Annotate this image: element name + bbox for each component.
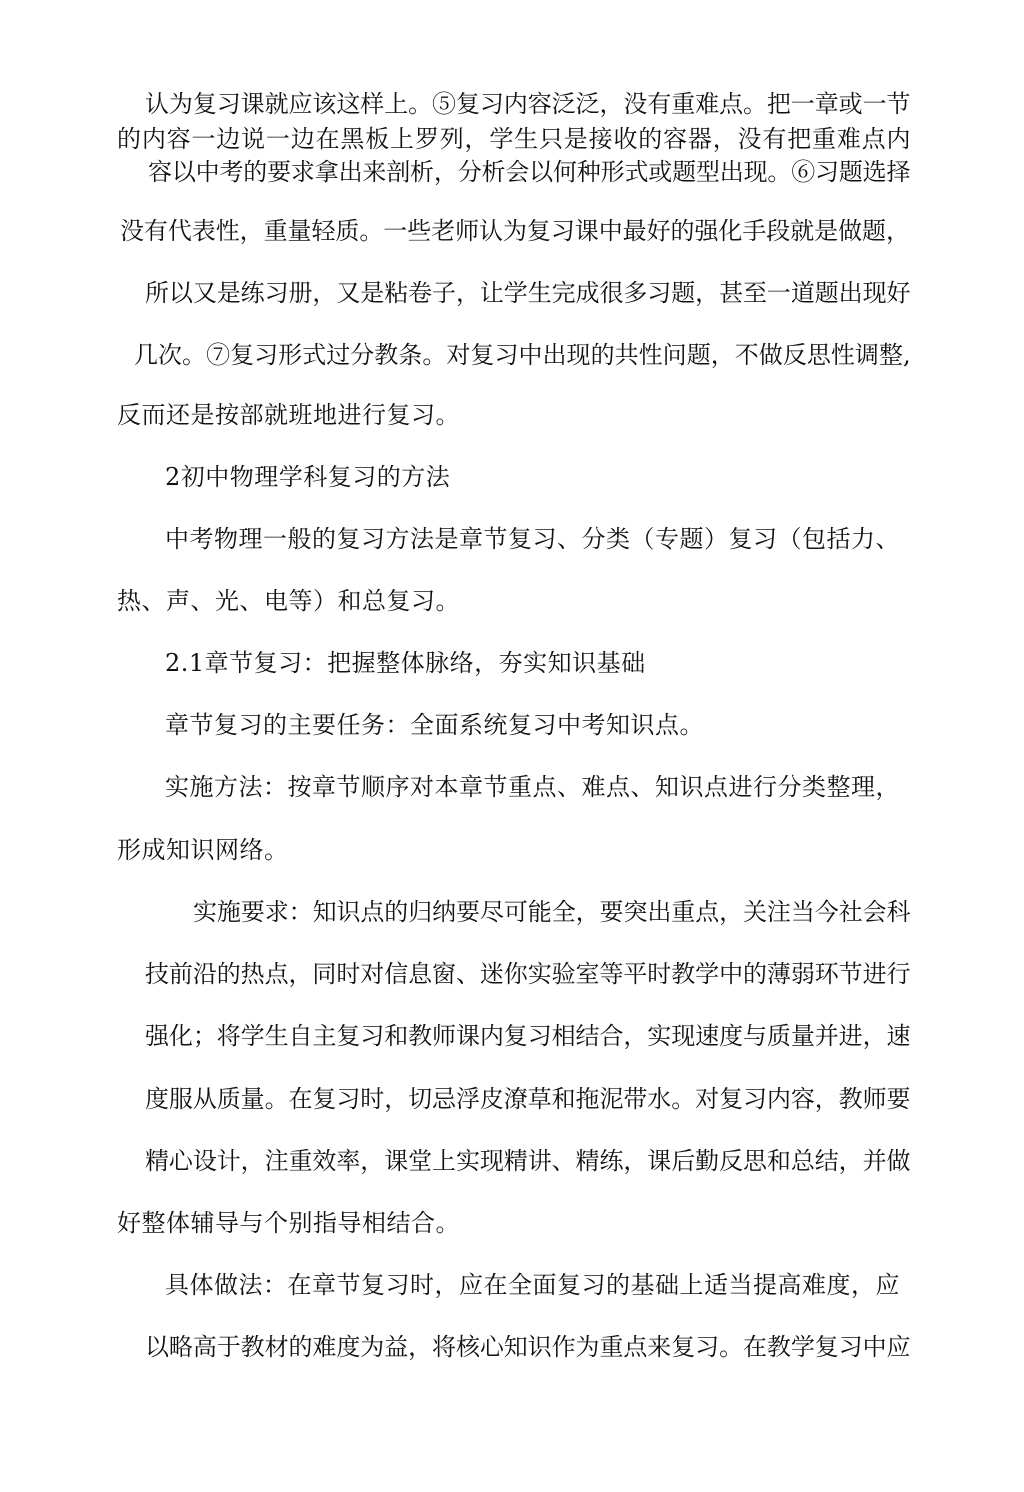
text-line-22: 以略高于教材的难度为益，将核心知识作为重点来复习。在教学复习中应 (145, 1333, 911, 1361)
text-line-6: 几次。⑦复习形式过分教条。对复习中出现的共性问题，不做反思性调整, (134, 341, 911, 369)
text-line-4: 没有代表性，重量轻质。一些老师认为复习课中最好的强化手段就是做题， (120, 217, 910, 245)
text-line-7: 反而还是按部就班地进行复习。 (117, 401, 460, 429)
text-line-16: 技前沿的热点，同时对信息窗、迷你实验室等平时教学中的薄弱环节进行 (145, 960, 911, 988)
text-line-14: 形成知识网络。 (117, 836, 289, 864)
text-line-3: 容以中考的要求拿出来剖析，分析会以何种形式或题型出现。⑥习题选择 (148, 158, 911, 186)
text-line-15: 实施要求：知识点的归纳要尽可能全，要突出重点，关注当今社会科 (193, 898, 911, 926)
text-line-9: 中考物理一般的复习方法是章节复习、分类（专题）复习（包括力、 (165, 525, 900, 553)
text-line-18: 度服从质量。在复习时，切忌浮皮潦草和拖泥带水。对复习内容，教师要 (145, 1085, 911, 1113)
text-line-19: 精心设计，注重效率，课堂上实现精讲、精练，课后勤反思和总结，并做 (145, 1147, 911, 1175)
text-line-21: 具体做法：在章节复习时，应在全面复习的基础上适当提高难度，应 (165, 1271, 900, 1299)
text-line-1: 认为复习课就应该这样上。⑤复习内容泛泛，没有重难点。把一章或一节 (145, 90, 911, 118)
text-line-2: 的内容一边说一边在黑板上罗列，学生只是接收的容器，没有把重难点内 (117, 125, 912, 153)
subsection-heading-2-1: 2.1章节复习：把握整体脉络，夯实知识基础 (165, 649, 646, 677)
text-line-10: 热、声、光、电等）和总复习。 (117, 587, 460, 615)
text-line-5: 所以又是练习册，又是粘卷子，让学生完成很多习题，甚至一道题出现好 (145, 279, 911, 307)
text-line-12: 章节复习的主要任务：全面系统复习中考知识点。 (165, 711, 704, 739)
text-line-17: 强化；将学生自主复习和教师课内复习相结合，实现速度与质量并进，速 (145, 1022, 911, 1050)
section-heading-2: 2初中物理学科复习的方法 (165, 463, 451, 491)
text-line-20: 好整体辅导与个别指导相结合。 (117, 1209, 460, 1237)
text-line-13: 实施方法：按章节顺序对本章节重点、难点、知识点进行分类整理， (165, 773, 900, 801)
